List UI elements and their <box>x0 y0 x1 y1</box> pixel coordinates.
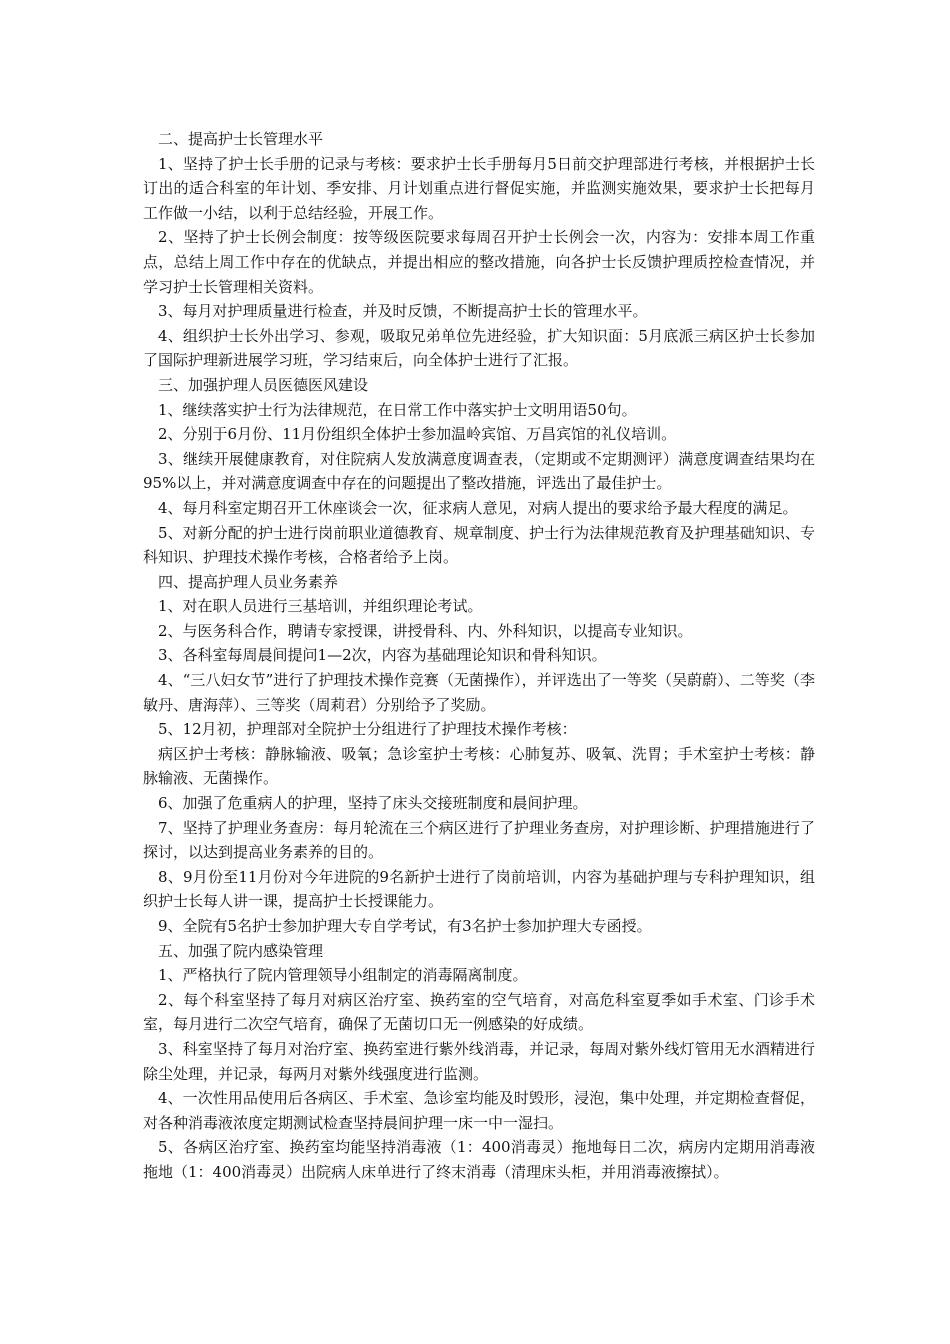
paragraph: 2、每个科室坚持了每月对病区治疗室、换药室的空气培育，对高危科室夏季如手术室、门诊手术室，每月进行二次空气培育，确保了无菌切口无一例感染的好成绩。 <box>143 990 815 1034</box>
paragraph: 4、组织护士长外出学习、参观，吸取兄弟单位先进经验，扩大知识面：5月底派三病区护士长参加了国际护理新进展学习班，学习结束后，向全体护士进行了汇报。 <box>143 326 815 370</box>
paragraph: 7、坚持了护理业务查房：每月轮流在三个病区进行了护理业务查房，对护理诊断、护理措施进行了探讨，以达到提高业务素养的目的。 <box>143 818 815 862</box>
document-body <box>143 127 815 1185</box>
section-heading-2: 二、提高护士长管理水平 <box>158 130 324 148</box>
paragraph: 2、分别于6月份、11月份组织全体护士参加温岭宾馆、万昌宾馆的礼仪培训。 <box>158 425 677 444</box>
paragraph: 1、严格执行了院内管理领导小组制定的消毒隔离制度。 <box>158 966 528 985</box>
paragraph: 2、坚持了护士长例会制度：按等级医院要求每周召开护士长例会一次，内容为：安排本周工作重点，总结上周工作中存在的优缺点，并提出相应的整改措施，向各护士长反馈护理质控检查情况，并学习护士长管理相关资料。 <box>143 228 815 296</box>
section-heading-3: 三、加强护理人员医德医风建设 <box>158 375 369 394</box>
paragraph: 1、继续落实护士行为法律规范，在日常工作中落实护士文明用语50句。 <box>158 400 637 419</box>
paragraph: 4、一次性用品使用后各病区、手术室、急诊室均能及时毁形，浸泡，集中处理，并定期检查督促，对各种消毒液浓度定期测试检查坚持晨间护理一床一中一湿扫。 <box>143 1089 815 1132</box>
paragraph: 1、对在职人员进行三基培训，并组织理论考试。 <box>158 597 483 616</box>
paragraph: 4、“三八妇女节”进行了护理技术操作竞赛（无菌操作），并评选出了一等奖（吴蔚蔚）、二等奖（李敏丹、唐海萍）、三等奖（周莉君）分别给予了奖励。 <box>143 671 815 714</box>
paragraph: 9、全院有5名护士参加护理大专自学考试，有3名护士参加护理大专函授。 <box>158 917 652 935</box>
paragraph: 2、与医务科合作，聘请专家授课，讲授骨科、内、外科知识，以提高专业知识。 <box>158 621 693 640</box>
paragraph: 3、各科室每周晨间提问1—2次，内容为基础理论知识和骨科知识。 <box>158 646 607 665</box>
paragraph: 1、坚持了护士长手册的记录与考核：要求护士长手册每月5日前交护理部进行考核，并根据护士长订出的适合科室的年计划、季安排、月计划重点进行督促实施，并监测实施效果，要求护士长把每月工作做一小结，以利于总结经验，开展工作。 <box>143 154 815 222</box>
paragraph: 6、加强了危重病人的护理，坚持了床头交接班制度和晨间护理。 <box>158 794 588 813</box>
paragraph: 5、12月初，护理部对全院护士分组进行了护理技术操作考核： <box>158 720 577 739</box>
paragraph: 8、9月份至11月份对今年进院的9名新护士进行了岗前培训，内容为基础护理与专科护理知识，组织护士长每人讲一课，提高护士长授课能力。 <box>143 867 815 911</box>
section-heading-4: 四、提高护理人员业务素养 <box>158 572 339 591</box>
paragraph: 4、每月科室定期召开工休座谈会一次，征求病人意见，对病人提出的要求给予最大程度的满足。 <box>158 498 798 517</box>
paragraph: 3、每月对护理质量进行检查，并及时反馈，不断提高护士长的管理水平。 <box>158 302 648 321</box>
paragraph: 5、各病区治疗室、换药室均能坚持消毒液（1：400消毒灵）拖地每日二次，病房内定期用消毒液拖地（1：400消毒灵）出院病人床单进行了终末消毒（清理床头柜，并用消毒液擦拭）。 <box>143 1138 815 1181</box>
paragraph: 5、对新分配的护士进行岗前职业道德教育、规章制度、护士行为法律规范教育及护理基础知识、专科知识、护理技术操作考核，合格者给予上岗。 <box>143 523 815 567</box>
paragraph: 3、科室坚持了每月对治疗室、换药室进行紫外线消毒，并记录，每周对紫外线灯管用无水酒精进行除尘处理，并记录，每两月对紫外线强度进行监测。 <box>143 1039 815 1083</box>
paragraph: 病区护士考核：静脉输液、吸氧；急诊室护士考核：心肺复苏、吸氧、洗胃；手术室护士考核：静脉输液、无菌操作。 <box>143 744 815 788</box>
paragraph: 3、继续开展健康教育，对住院病人发放满意度调查表，（定期或不定期测评）满意度调查结果均在95%以上，并对满意度调查中存在的问题提出了整改措施，评选出了最佳护士。 <box>143 449 815 493</box>
section-heading-5: 五、加强了院内感染管理 <box>158 941 324 960</box>
